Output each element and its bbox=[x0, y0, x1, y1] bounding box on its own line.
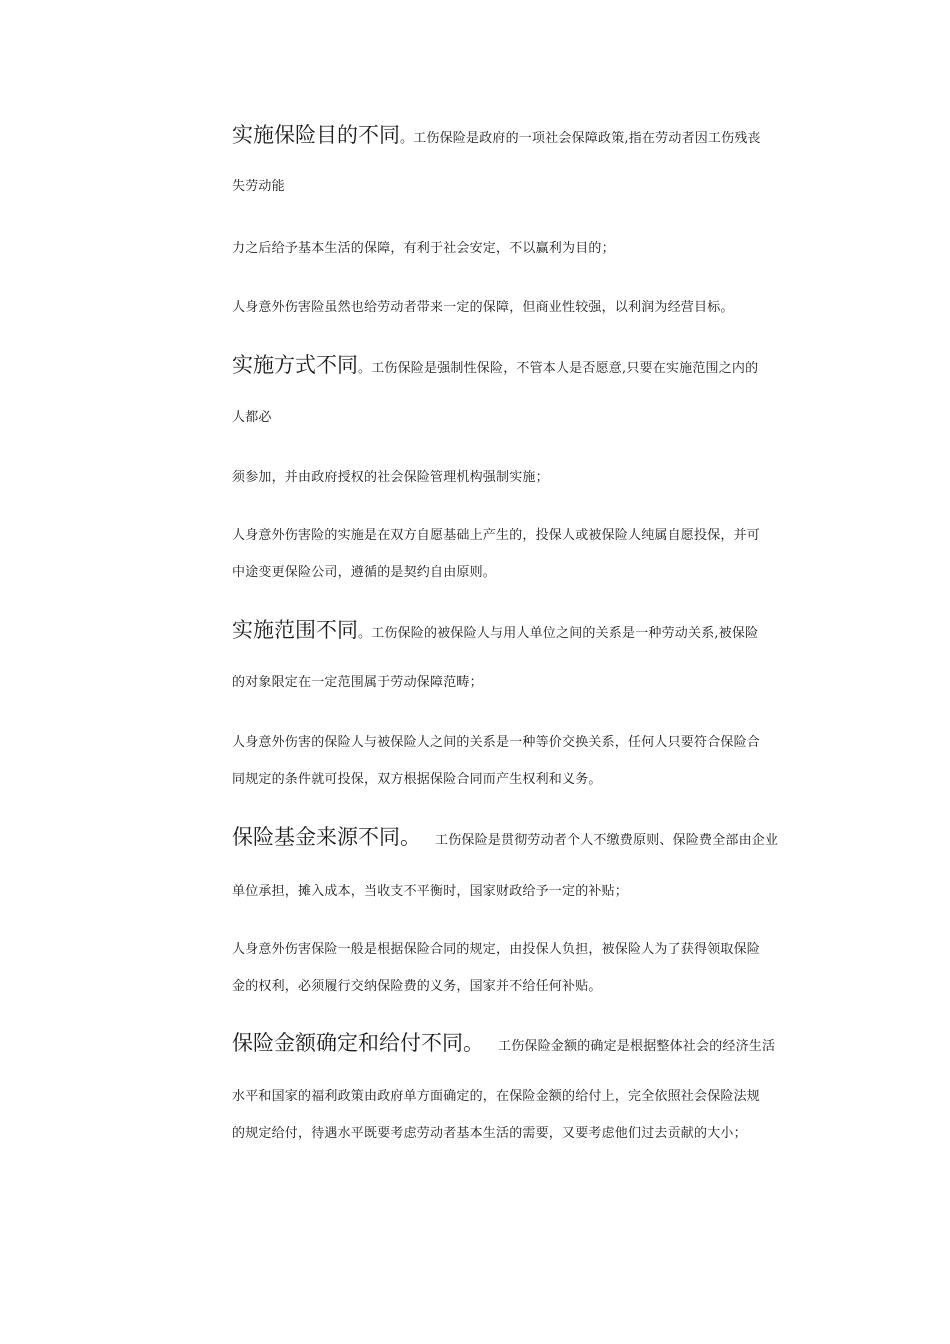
paragraph-line: 人身意外伤害险的实施是在双方自愿基础上产生的，投保人或被保险人纯属自愿投保，并可 bbox=[232, 528, 761, 543]
section-heading-line bbox=[232, 825, 812, 850]
section-lead-text: 工伤保险的被保险人与用人单位之间的关系是一种劳动关系,被保险 bbox=[371, 626, 759, 641]
heading-tail: 。 bbox=[358, 361, 372, 376]
section-heading: 实施范围不同 bbox=[232, 618, 358, 642]
section-heading-line bbox=[232, 353, 812, 378]
section-heading: 实施保险目的不同 bbox=[232, 123, 400, 147]
heading-tail: 。 bbox=[400, 131, 414, 146]
paragraph-line: 中途变更保险公司，遵循的是契约自由原则。 bbox=[232, 565, 497, 580]
section-heading-line bbox=[232, 618, 812, 643]
paragraph-line: 金的权利，必须履行交纳保险费的义务，国家并不给任何补贴。 bbox=[232, 979, 602, 994]
paragraph-line: 须参加，并由政府授权的社会保险管理机构强制实施； bbox=[232, 470, 549, 485]
paragraph-line: 的对象限定在一定范围属于劳动保障范畴； bbox=[232, 675, 483, 690]
paragraph-line: 单位承担，摊入成本，当收支不平衡时，国家财政给予一定的补贴； bbox=[232, 884, 629, 899]
section-heading: 保险基金来源不同。 bbox=[232, 825, 421, 849]
paragraph-line: 水平和国家的福利政策由政府单方面确定的，在保险金额的给付上，完全依照社会保险法规 bbox=[232, 1089, 761, 1104]
heading-tail: 。 bbox=[358, 626, 372, 641]
paragraph-line: 人身意外伤害保险一般是根据保险合同的规定，由投保人负担，被保险人为了获得领取保险 bbox=[232, 942, 761, 957]
paragraph-line: 的规定给付，待遇水平既要考虑劳动者基本生活的需要，又要考虑他们过去贡献的大小； bbox=[232, 1126, 747, 1141]
paragraph-line: 人身意外伤害险虽然也给劳动者带来一定的保障，但商业性较强，以利润为经营目标。 bbox=[232, 300, 734, 315]
section-lead-text: 工伤保险是强制性保险，不管本人是否愿意,只要在实施范围之内的 bbox=[371, 361, 759, 376]
section-lead-text: 工伤保险是贯彻劳动者个人不缴费原则、保险费全部由企业 bbox=[435, 833, 779, 848]
section-heading: 保险金额确定和给付不同。 bbox=[232, 1031, 484, 1055]
paragraph-line: 人身意外伤害的保险人与被保险人之间的关系是一种等价交换关系，任何人只要符合保险合 bbox=[232, 735, 761, 750]
section-heading: 实施方式不同 bbox=[232, 353, 358, 377]
paragraph-line: 人都必 bbox=[232, 410, 272, 425]
section-lead-text: 工伤保险金额的确定是根据整体社会的经济生活 bbox=[498, 1039, 776, 1054]
paragraph-line: 力之后给予基本生活的保障，有利于社会安定，不以赢利为目的； bbox=[232, 241, 615, 256]
section-heading-line bbox=[232, 1031, 812, 1056]
paragraph-line: 失劳动能 bbox=[232, 179, 285, 194]
paragraph-line: 同规定的条件就可投保，双方根据保险合同而产生权利和义务。 bbox=[232, 772, 602, 787]
section-lead-text: 工伤保险是政府的一项社会保障政策,指在劳动者因工伤残丧 bbox=[413, 131, 761, 146]
section-heading-line bbox=[232, 123, 812, 148]
